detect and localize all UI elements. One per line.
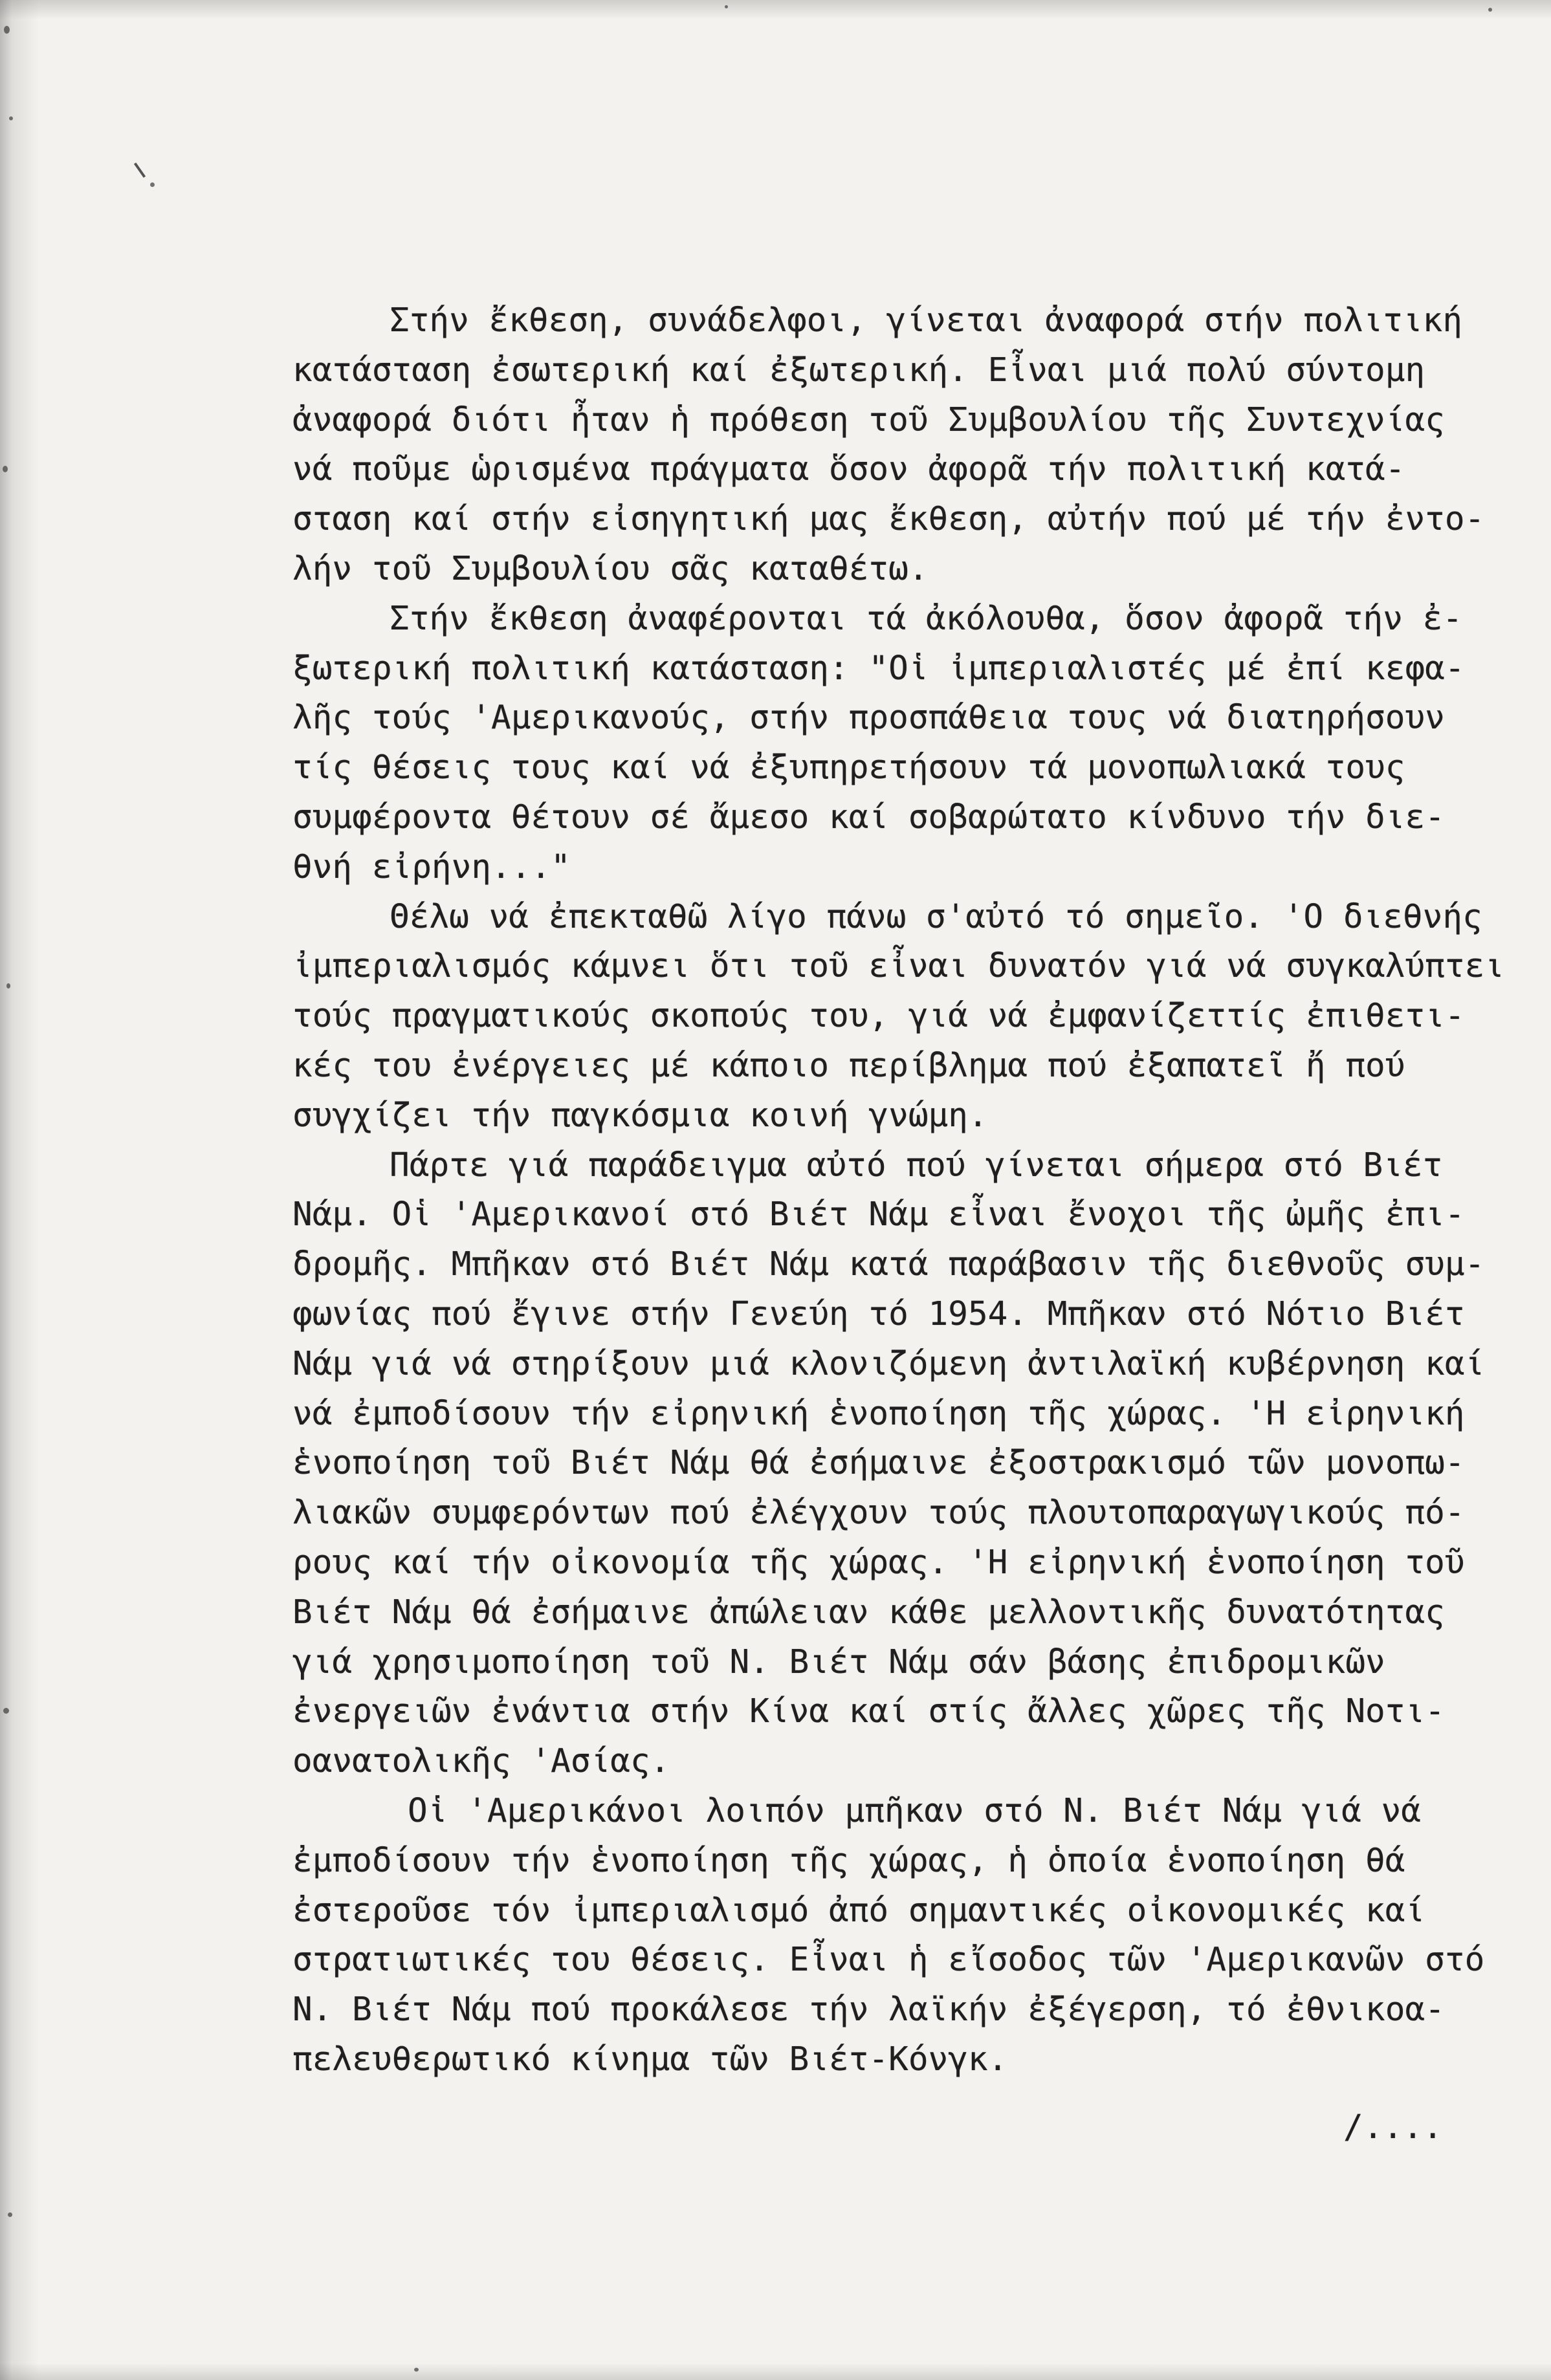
- text-line: Πάρτε γιά παράδειγμα αὐτό πού γίνεται σήμερα στό Βιέτ: [390, 1146, 1443, 1185]
- scan-speck: [3, 466, 8, 472]
- text-line: ρους καί τήν οἰκονομία τῆς χώρας. 'Η εἰρηνική ἑνοποίηση τοῦ: [292, 1543, 1465, 1582]
- scan-speck: [725, 5, 728, 8]
- text-line: λιακῶν συμφερόντων πού ἐλέγχουν τούς πλουτοπαραγωγικούς πό-: [292, 1494, 1465, 1533]
- text-line: σταση καί στήν εἰσηγητική μας ἔκθεση, αὐτήν πού μέ τήν ἐντο-: [292, 500, 1485, 539]
- text-line: ἐνεργειῶν ἐνάντια στήν Κίνα καί στίς ἄλλες χῶρες τῆς Νοτι-: [292, 1692, 1445, 1731]
- paragraph: [292, 893, 1535, 1141]
- text-line: Στήν ἔκθεση, συνάδελφοι, γίνεται ἀναφορά στήν πολιτική: [390, 301, 1463, 340]
- scan-speck: [6, 983, 10, 988]
- text-line: ξωτερική πολιτική κατάσταση: "Οἱ ἰμπεριαλιστές μέ ἐπί κεφα-: [292, 649, 1465, 688]
- text-line: δρομῆς. Μπῆκαν στό Βιέτ Νάμ κατά παράβασιν τῆς διεθνοῦς συμ-: [292, 1245, 1485, 1284]
- paragraph: [292, 1141, 1535, 1787]
- text-line: Θέλω νά ἐπεκταθῶ λίγο πάνω σ'αὐτό τό σημεῖο. 'Ο διεθνής: [390, 897, 1482, 936]
- text-line: Νάμ. Οἱ 'Αμερικανοί στό Βιέτ Νάμ εἶναι ἔνοχοι τῆς ὠμῆς ἐπι-: [292, 1195, 1465, 1234]
- scan-speck: [4, 26, 10, 34]
- text-line: νά ἐμποδίσουν τήν εἰρηνική ἑνοποίηση τῆς χώρας. 'Η εἰρηνική: [292, 1394, 1465, 1433]
- text-line: φωνίας πού ἔγινε στήν Γενεύη τό 1954. Μπῆκαν στό Νότιο Βιέτ: [292, 1294, 1465, 1333]
- paragraph: [292, 1787, 1535, 2085]
- text-line: οανατολικῆς 'Ασίας.: [292, 1742, 670, 1781]
- text-line: ἰμπεριαλισμός κάμνει ὅτι τοῦ εἶναι δυνατόν γιά νά συγκαλύπτει: [292, 947, 1504, 986]
- text-line: ἀναφορά διότι ἦταν ἡ πρόθεση τοῦ Συμβουλίου τῆς Συντεχνίας: [292, 400, 1445, 439]
- text-line: λήν τοῦ Συμβουλίου σᾶς καταθέτω.: [292, 549, 929, 588]
- continuation-mark: /....: [1343, 2108, 1443, 2146]
- paragraph: [292, 296, 1535, 595]
- scan-speck: [9, 116, 13, 120]
- text-line: Οἱ 'Αμερικάνοι λοιπόν μπῆκαν στό Ν. Βιέτ Νάμ γιά νά: [408, 1791, 1421, 1830]
- scan-speck: [8, 2212, 12, 2217]
- text-line: Νάμ γιά νά στηρίξουν μιά κλονιζόμενη ἀντιλαϊκή κυβέρνηση καί: [292, 1344, 1485, 1383]
- text-line: συγχίζει τήν παγκόσμια κοινή γνώμη.: [292, 1096, 988, 1135]
- text-line: πελευθερωτικό κίνημα τῶν Βιέτ-Κόνγκ.: [292, 2040, 1008, 2079]
- text-line: τούς πραγματικούς σκοπούς του, γιά νά ἐμφανίζεττίς ἐπιθετι-: [292, 997, 1465, 1036]
- text-line: Στήν ἔκθεση ἀναφέρονται τά ἀκόλουθα, ὅσον ἀφορᾶ τήν ἐ-: [390, 599, 1463, 638]
- text-line: κατάσταση ἐσωτερική καί ἐξωτερική. Εἶναι μιά πολύ σύντομη: [292, 351, 1425, 389]
- text-line: στρατιωτικές του θέσεις. Εἶναι ἡ εἴσοδος τῶν 'Αμερικανῶν στό: [292, 1941, 1485, 1980]
- scan-speck: [414, 2368, 419, 2372]
- text-line: ἐμποδίσουν τήν ἑνοποίηση τῆς χώρας, ἡ ὁποία ἑνοποίηση θά: [292, 1841, 1405, 1880]
- text-line: τίς θέσεις τους καί νά ἐξυπηρετήσουν τά μονοπωλιακά τους: [292, 748, 1405, 787]
- text-line: κές του ἐνέργειες μέ κάποιο περίβλημα πού ἐξαπατεῖ ἤ πού: [292, 1046, 1405, 1085]
- typewritten-body: [292, 296, 1535, 2085]
- text-line: νά ποῦμε ὡρισμένα πράγματα ὅσον ἀφορᾶ τήν πολιτική κατά-: [292, 450, 1405, 489]
- scan-speck: [150, 182, 155, 187]
- text-line: Βιέτ Νάμ θά ἐσήμαινε ἀπώλειαν κάθε μελλοντικῆς δυνατότητας: [292, 1593, 1445, 1632]
- text-line: γιά χρησιμοποίηση τοῦ Ν. Βιέτ Νάμ σάν βάσης ἐπιδρομικῶν: [292, 1643, 1385, 1681]
- text-line: συμφέροντα θέτουν σέ ἄμεσο καί σοβαρώτατο κίνδυνο τήν διε-: [292, 798, 1445, 836]
- text-line: ἑνοποίηση τοῦ Βιέτ Νάμ θά ἐσήμαινε ἐξοστρακισμό τῶν μονοπω-: [292, 1444, 1465, 1483]
- scan-speck: [1488, 8, 1492, 12]
- scan-speck: [3, 1708, 9, 1714]
- paragraph: [292, 595, 1535, 893]
- text-line: θνή εἰρήνη...": [292, 847, 571, 886]
- scan-mark: [134, 162, 146, 178]
- text-line: ἐστεροῦσε τόν ἰμπεριαλισμό ἀπό σημαντικές οἰκονομικές καί: [292, 1891, 1425, 1930]
- text-line: Ν. Βιέτ Νάμ πού προκάλεσε τήν λαϊκήν ἐξέγερση, τό ἐθνικοα-: [292, 1991, 1445, 2029]
- text-line: λῆς τούς 'Αμερικανούς, στήν προσπάθεια τους νά διατηρήσουν: [292, 699, 1445, 737]
